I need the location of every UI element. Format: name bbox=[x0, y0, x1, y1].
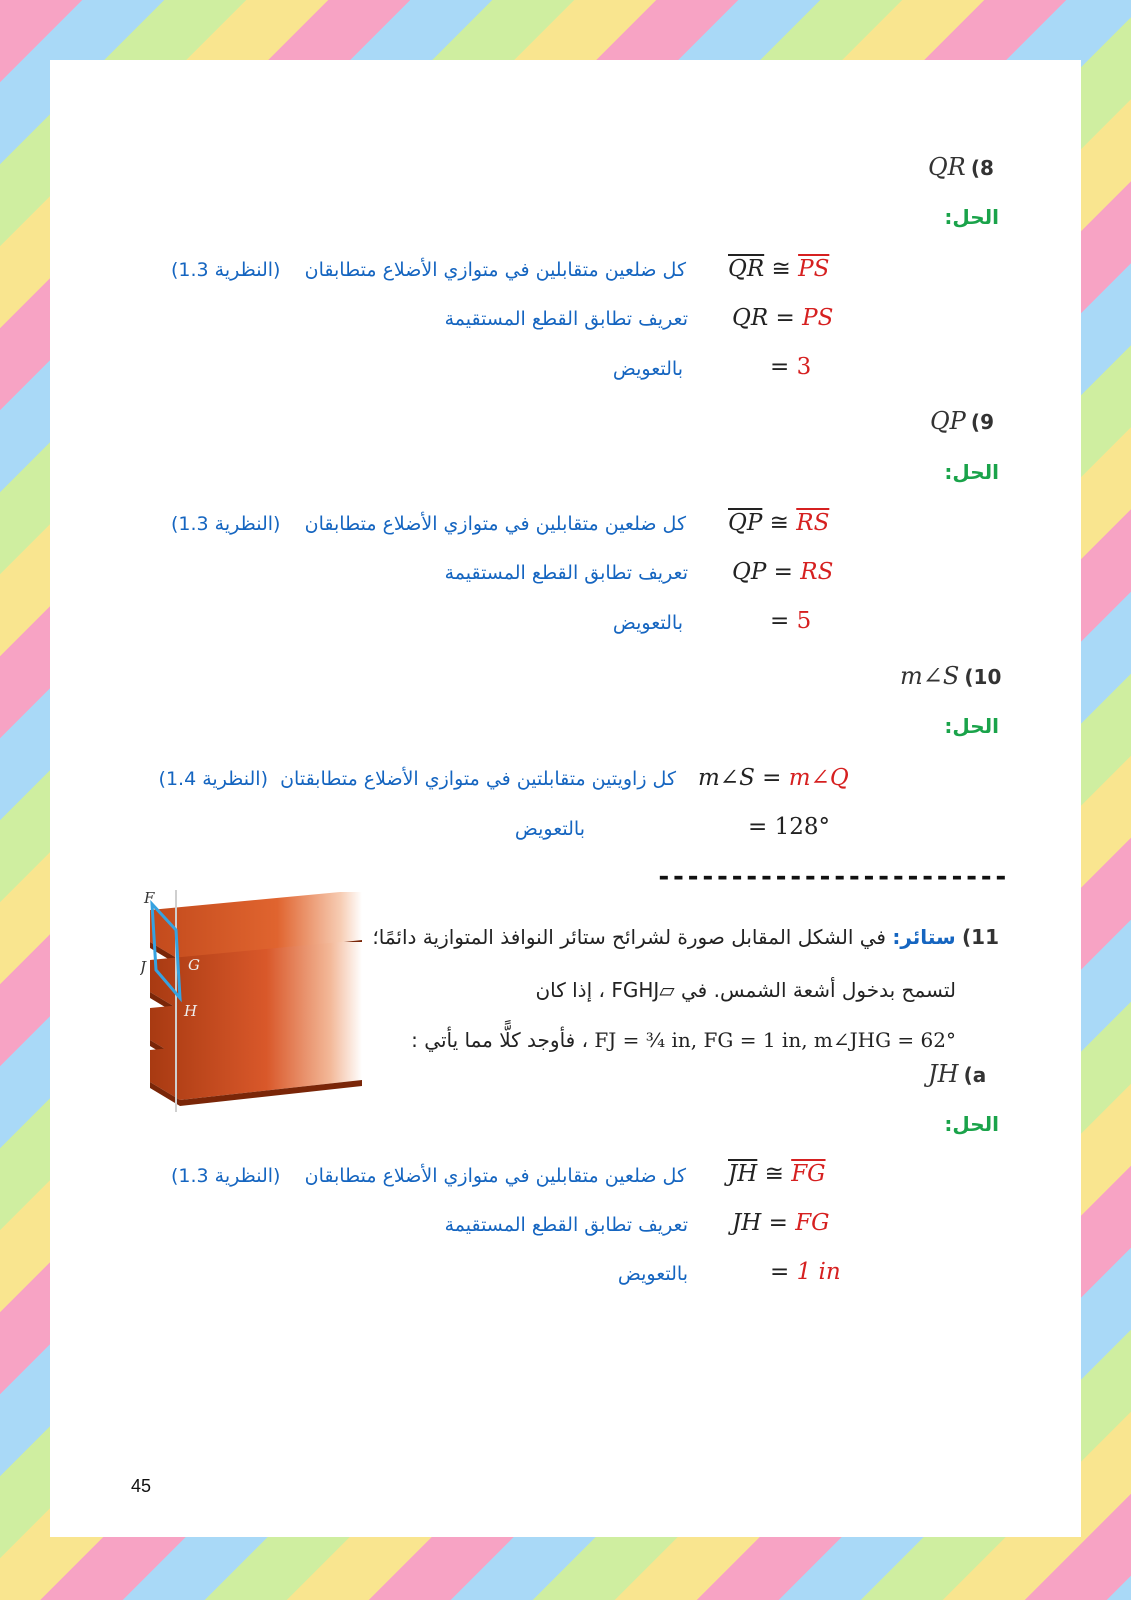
question-expr: QR bbox=[928, 153, 966, 181]
problem-11-line2: لتسمح بدخول أشعة الشمس. في ▱FGHJ ، إذا كان bbox=[535, 978, 956, 1002]
question-8 bbox=[928, 153, 994, 181]
problem-number: 11) bbox=[962, 925, 999, 949]
problem-11-line3 bbox=[411, 1028, 956, 1052]
step-reason: كل ضلعين متقابلين في متوازي الأضلاع متطابقان (النظرية 1.3) bbox=[171, 259, 686, 281]
step-statement: = 128° bbox=[748, 814, 830, 840]
problem-title: ستائر: bbox=[892, 925, 956, 949]
step-reason: تعريف تطابق القطع المستقيمة bbox=[444, 308, 688, 330]
question-9 bbox=[930, 407, 994, 435]
step-statement: = 5 bbox=[770, 608, 812, 634]
step-reason: بالتعويض bbox=[612, 358, 683, 380]
step-statement: = 1 in bbox=[770, 1259, 841, 1285]
step-statement: $\overline{QP}$ ≅ $\overline{RS}$ bbox=[728, 510, 830, 536]
step-reason: كل ضلعين متقابلين في متوازي الأضلاع متطابقان (النظرية 1.3) bbox=[171, 513, 686, 535]
solution-label: الحل: bbox=[944, 205, 999, 229]
step-statement: QP = RS bbox=[732, 559, 834, 585]
solution-label: الحل: bbox=[944, 460, 999, 484]
step-statement: QR = PS bbox=[732, 305, 834, 331]
step-reason: تعريف تطابق القطع المستقيمة bbox=[444, 562, 688, 584]
theorem-ref: (النظرية 1.4) bbox=[158, 768, 268, 790]
blinds-figure bbox=[140, 890, 362, 1115]
question-number: (8 bbox=[970, 156, 994, 180]
label-j: J bbox=[140, 958, 147, 976]
label-h: H bbox=[184, 1002, 198, 1020]
page-sheet bbox=[50, 60, 1081, 1537]
page-number: 45 bbox=[131, 1476, 152, 1496]
problem-text: في الشكل المقابل صورة لشرائح ستائر النوافذ المتوازية دائمًا؛ bbox=[372, 925, 886, 949]
question-number: (a bbox=[963, 1063, 987, 1087]
step-statement: $\overline{QR}$ ≅ $\overline{PS}$ bbox=[728, 256, 830, 282]
question-number: (9 bbox=[970, 410, 994, 434]
step-statement: = 3 bbox=[770, 354, 812, 380]
question-expr: m∠S bbox=[900, 662, 960, 690]
step-reason: كل زاويتين متقابلتين في متوازي الأضلاع متطابقتان (النظرية 1.4) bbox=[158, 768, 676, 790]
step-statement: m∠S = m∠Q bbox=[698, 765, 849, 791]
theorem-ref: (النظرية 1.3) bbox=[171, 1165, 281, 1187]
problem-11-line1 bbox=[372, 925, 999, 949]
step-reason: بالتعويض bbox=[617, 1263, 688, 1285]
step-statement: $\overline{JH}$ ≅ $\overline{FG}$ bbox=[728, 1161, 826, 1187]
section-separator: ------------------------ bbox=[656, 862, 1008, 892]
solution-label: الحل: bbox=[944, 1112, 999, 1136]
question-10 bbox=[900, 662, 1001, 690]
solution-label: الحل: bbox=[944, 714, 999, 738]
theorem-ref: (النظرية 1.3) bbox=[171, 513, 281, 535]
question-expr: QP bbox=[930, 407, 966, 435]
step-reason: بالتعويض bbox=[612, 612, 683, 634]
given-values: FJ = ¾ in, FG = 1 in, m∠JHG = 62° bbox=[594, 1028, 956, 1052]
step-reason: تعريف تطابق القطع المستقيمة bbox=[444, 1214, 688, 1236]
problem-instruction: ، فأوجد كلًّا مما يأتي : bbox=[411, 1028, 589, 1052]
step-reason: بالتعويض bbox=[514, 818, 585, 840]
label-f: F bbox=[144, 890, 155, 907]
label-g: G bbox=[188, 956, 200, 974]
question-number: (10 bbox=[964, 665, 1002, 689]
question-expr: JH bbox=[928, 1060, 959, 1088]
step-statement: JH = FG bbox=[732, 1210, 830, 1236]
step-reason: كل ضلعين متقابلين في متوازي الأضلاع متطابقان (النظرية 1.3) bbox=[171, 1165, 686, 1187]
theorem-ref: (النظرية 1.3) bbox=[171, 259, 281, 281]
question-11a bbox=[928, 1060, 986, 1088]
